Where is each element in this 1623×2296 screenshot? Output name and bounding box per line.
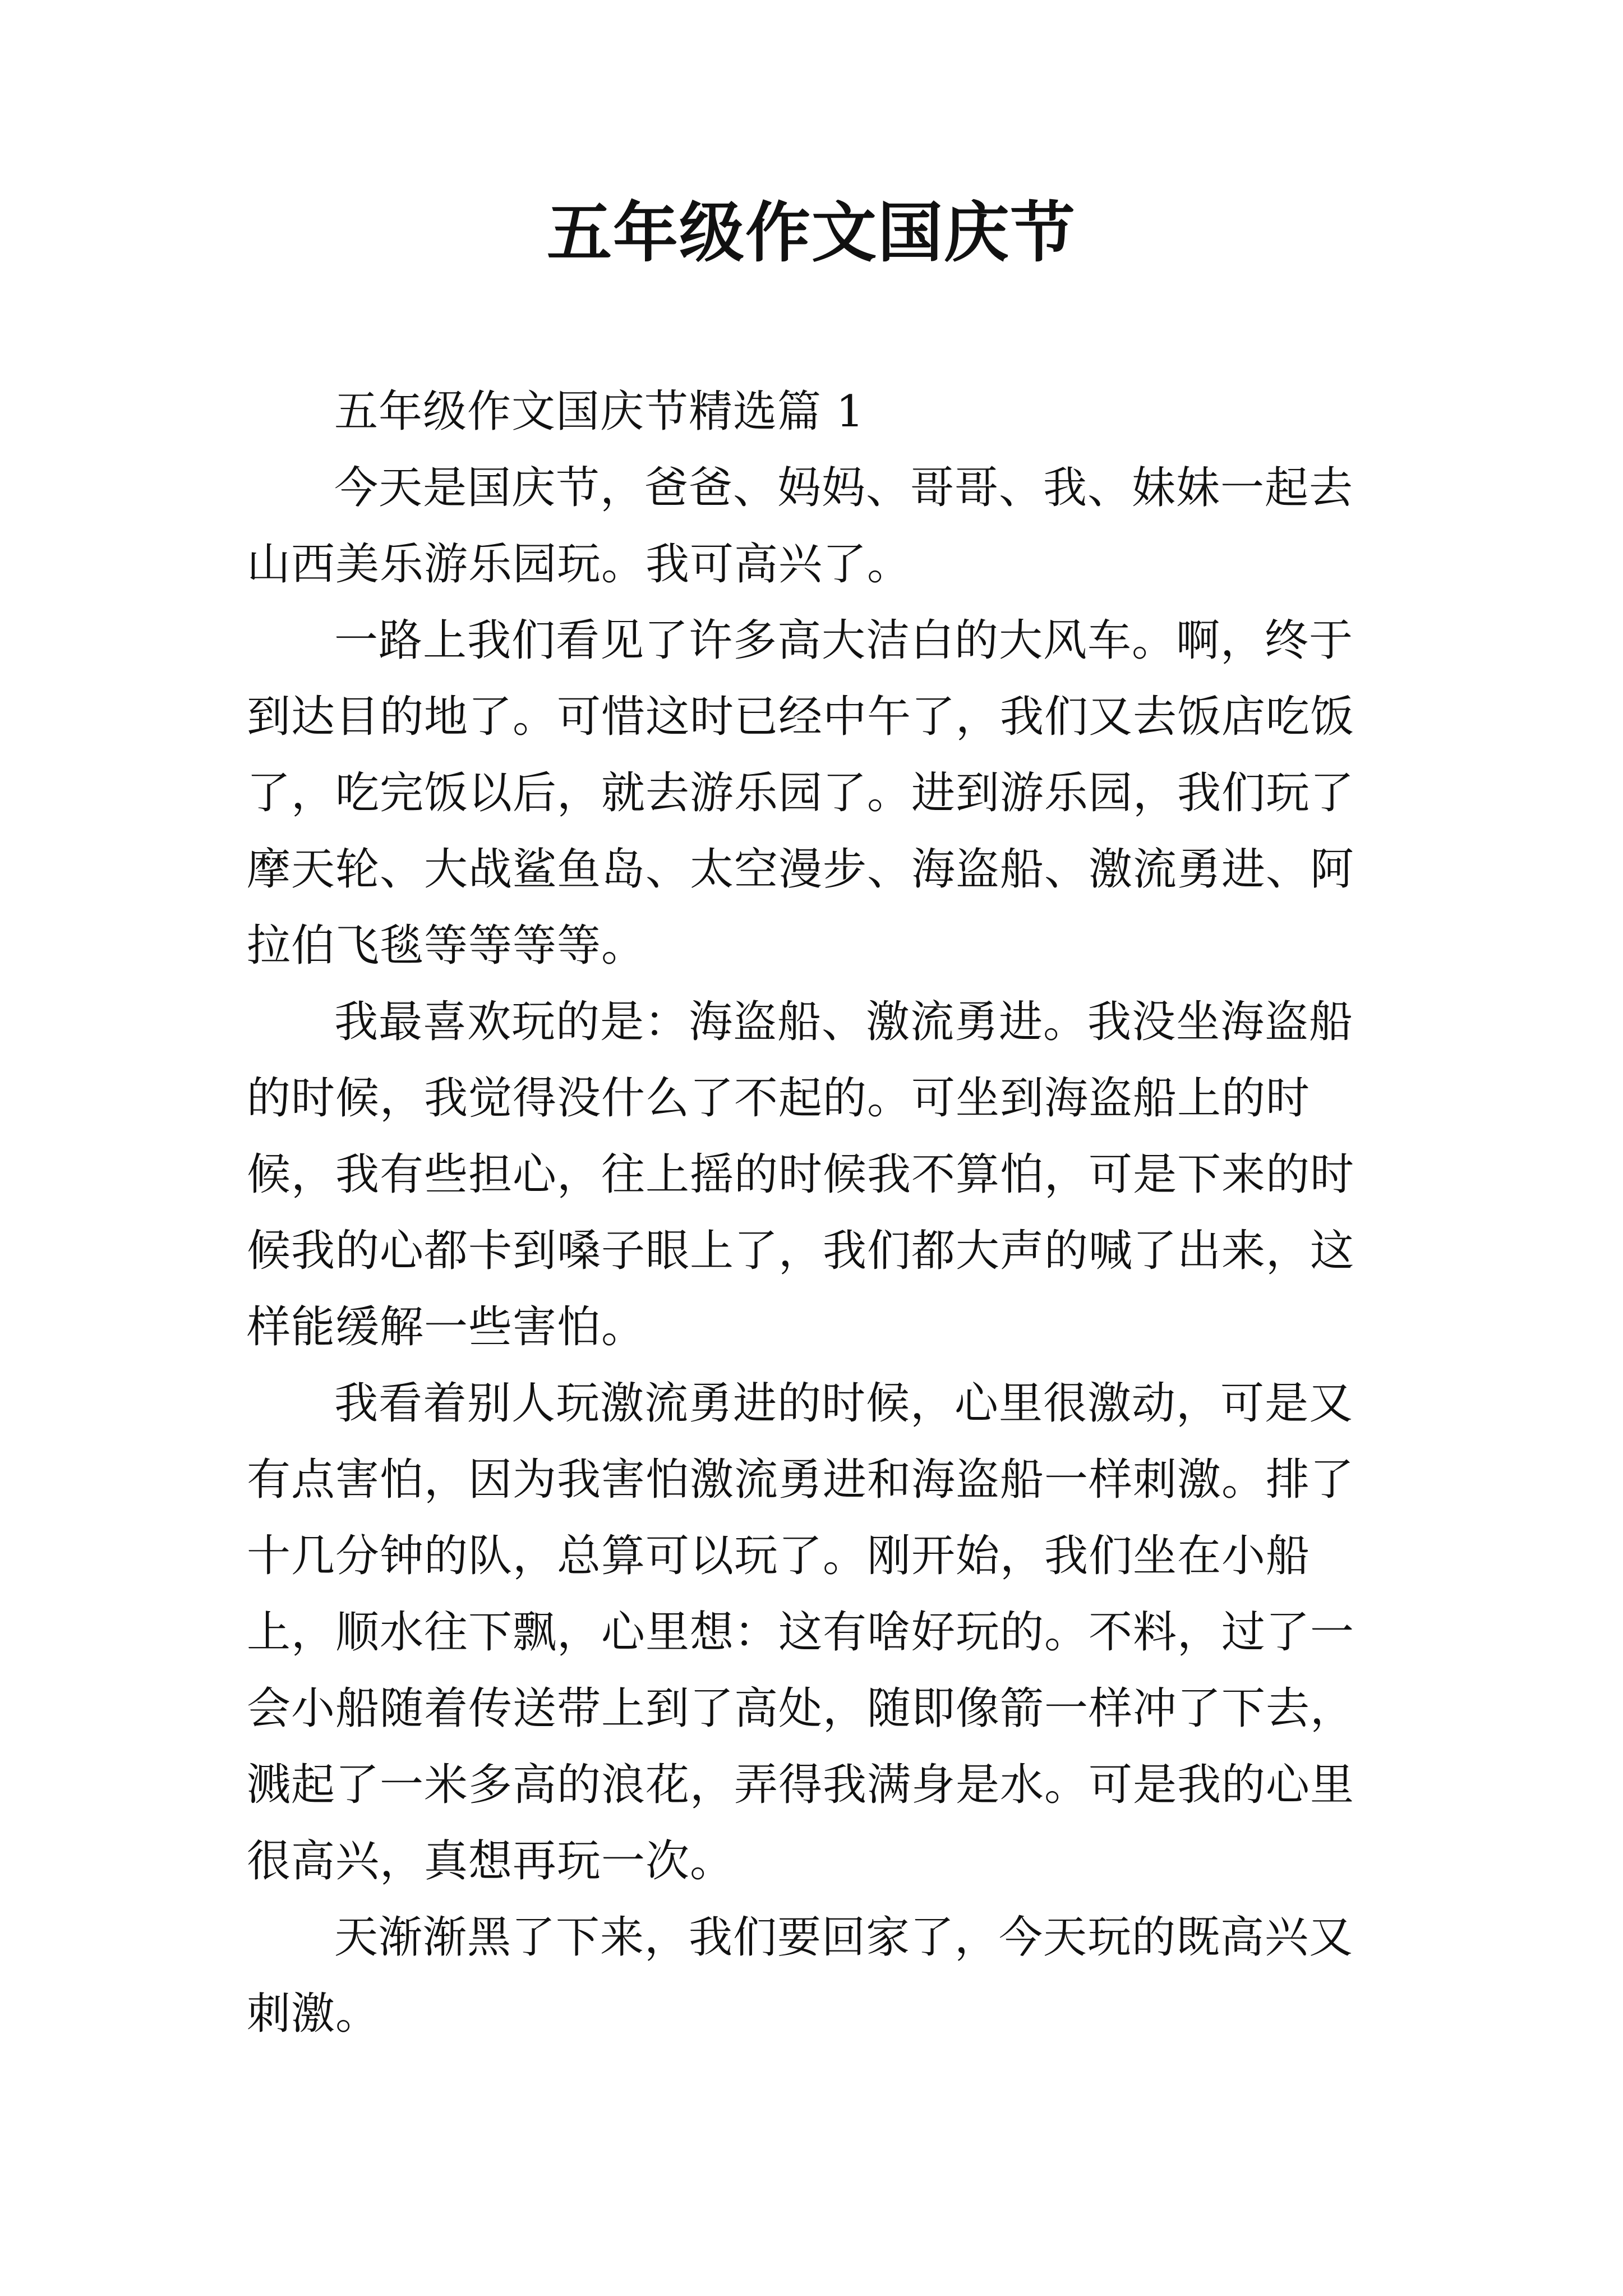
document-title: 五年级作文国庆节	[547, 195, 1076, 271]
document-body	[247, 374, 1385, 2052]
paragraph-4: 我看着别人玩激流勇进的时候，心里很激动，可是又有点害怕，因为我害怕激流勇进和海盗船一样刺激。排了十几分钟的队，总算可以玩了。刚开始，我们坐在小船上，顺水往下飘，心里想：这有啥好玩的。不料，过了一会小船随着传送带上到了高处，随即像箭一样冲了下去，溅起了一米多高的浪花，弄得我满身是水。可是我的心里很高兴，真想再玩一次。	[247, 1378, 1355, 1887]
paragraph-5: 天渐渐黑了下来，我们要回家了，今天玩的既高兴又刺激。	[247, 1912, 1354, 2039]
section-heading: 五年级作文国庆节精选篇 1	[334, 386, 865, 437]
paragraph-3: 我最喜欢玩的是：海盗船、激流勇进。我没坐海盗船的时候，我觉得没什么了不起的。可坐到海盗船上的时候，我有些担心，往上摇的时候我不算怕，可是下来的时候我的心都卡到嗓子眼上了，我们都大声的喊了出来，这样能缓解一些害怕。	[247, 997, 1355, 1352]
paragraph-2: 一路上我们看见了许多高大洁白的大风车。啊，终于到达目的地了。可惜这时已经中午了，我们又去饭店吃饭了，吃完饭以后，就去游乐园了。进到游乐园，我们玩了摩天轮、大战鲨鱼岛、太空漫步、海盗船、激流勇进、阿拉伯飞毯等等等等。	[247, 615, 1355, 971]
paragraph-1: 今天是国庆节，爸爸、妈妈、哥哥、我、妹妹一起去山西美乐游乐园玩。我可高兴了。	[247, 463, 1354, 590]
